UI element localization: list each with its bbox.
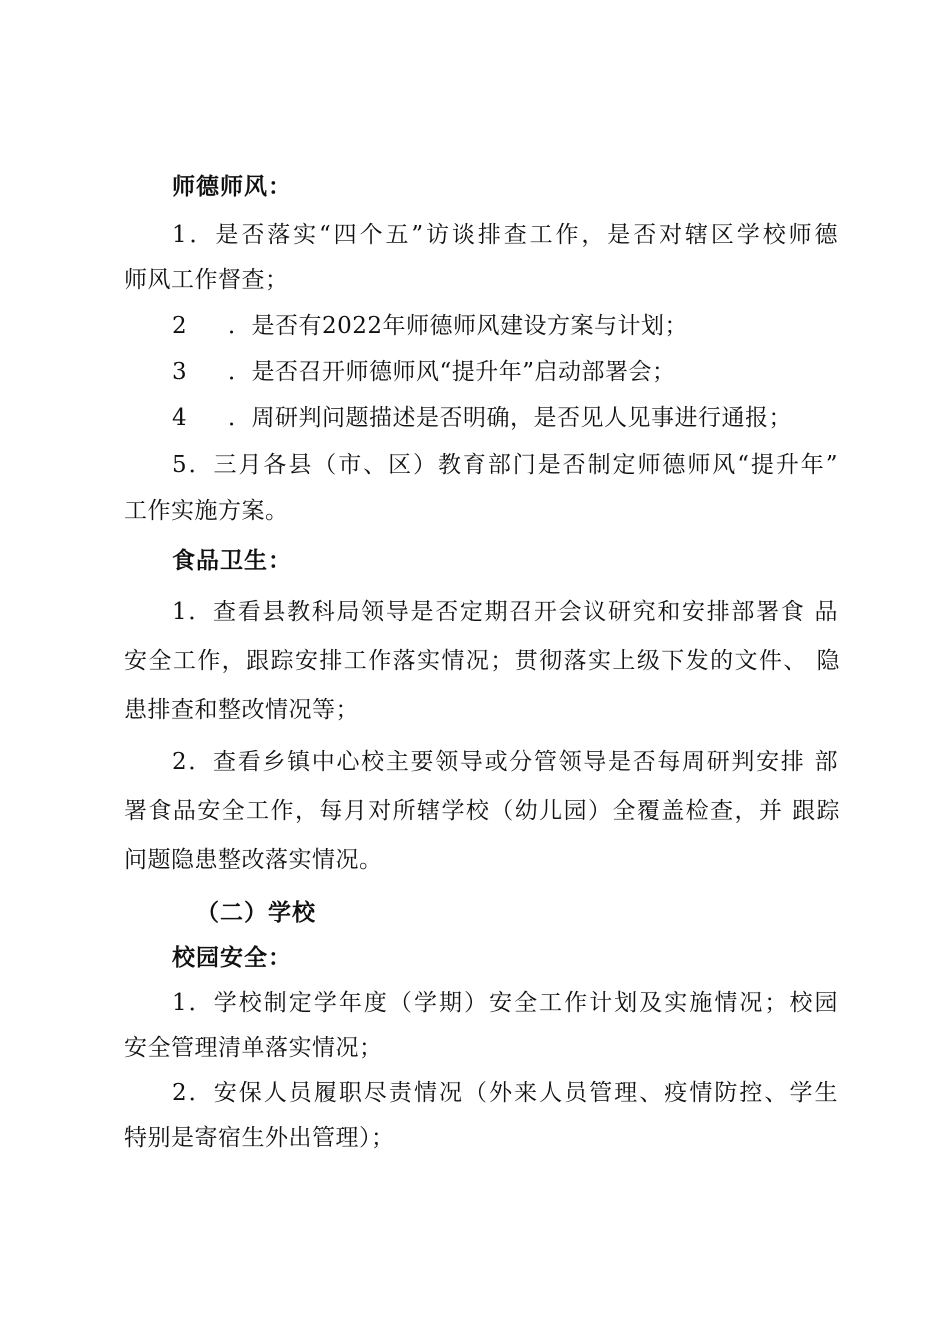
item-text: ．是否召开师德师风“提升年”启动部署会； [228, 359, 676, 385]
numbered-item [172, 403, 792, 433]
paragraph-line: 1．是否落实“四个五”访谈排查工作，是否对辖区学校师德 [172, 222, 838, 248]
paragraph-line: 师风工作督查； [124, 267, 289, 293]
paragraph-line: 问题隐患整改落实情况。 [124, 847, 383, 873]
paragraph-line: 5．三月各县（市、区）教育部门是否制定师德师风“提升年” [172, 452, 838, 478]
paragraph-line: 特别是寄宿生外出管理）； [124, 1125, 395, 1151]
item-number: 2 [172, 313, 188, 339]
paragraph-line: 患排查和整改情况等； [124, 697, 359, 723]
paragraph-line: 1．学校制定学年度（学期）安全工作计划及实施情况；校园 [172, 990, 838, 1016]
paragraph-line: 安全工作，跟踪安排工作落实情况；贯彻落实上级下发的文件、 隐 [124, 648, 840, 674]
section-heading-food-hygiene: 食品卫生： [172, 547, 292, 574]
numbered-item [172, 357, 676, 387]
paragraph-line: 2．安保人员履职尽责情况（外来人员管理、疫情防控、学生 [172, 1080, 838, 1106]
paragraph-line: 2．查看乡镇中心校主要领导或分管领导是否每周研判安排 部 [172, 749, 838, 775]
item-text: ．周研判问题描述是否明确，是否见人见事进行通报； [228, 405, 792, 431]
item-number: 3 [172, 359, 188, 385]
section-heading-campus-safety: 校园安全： [172, 944, 292, 971]
section-heading-teacher-ethics: 师德师风： [172, 173, 292, 200]
paragraph-line: 署食品安全工作，每月对所辖学校（幼儿园）全覆盖检查，并 跟踪 [124, 798, 840, 824]
paragraph-line: 安全管理清单落实情况； [124, 1035, 383, 1061]
paragraph-line: 工作实施方案。 [124, 498, 289, 524]
paragraph-line: 1．查看县教科局领导是否定期召开会议研究和安排部署食 品 [172, 599, 838, 625]
numbered-item [172, 311, 688, 341]
item-text: ．是否有2022年师德师风建设方案与计划； [228, 313, 689, 339]
subsection-heading-school: （二）学校 [196, 899, 316, 926]
item-number: 4 [172, 405, 188, 431]
